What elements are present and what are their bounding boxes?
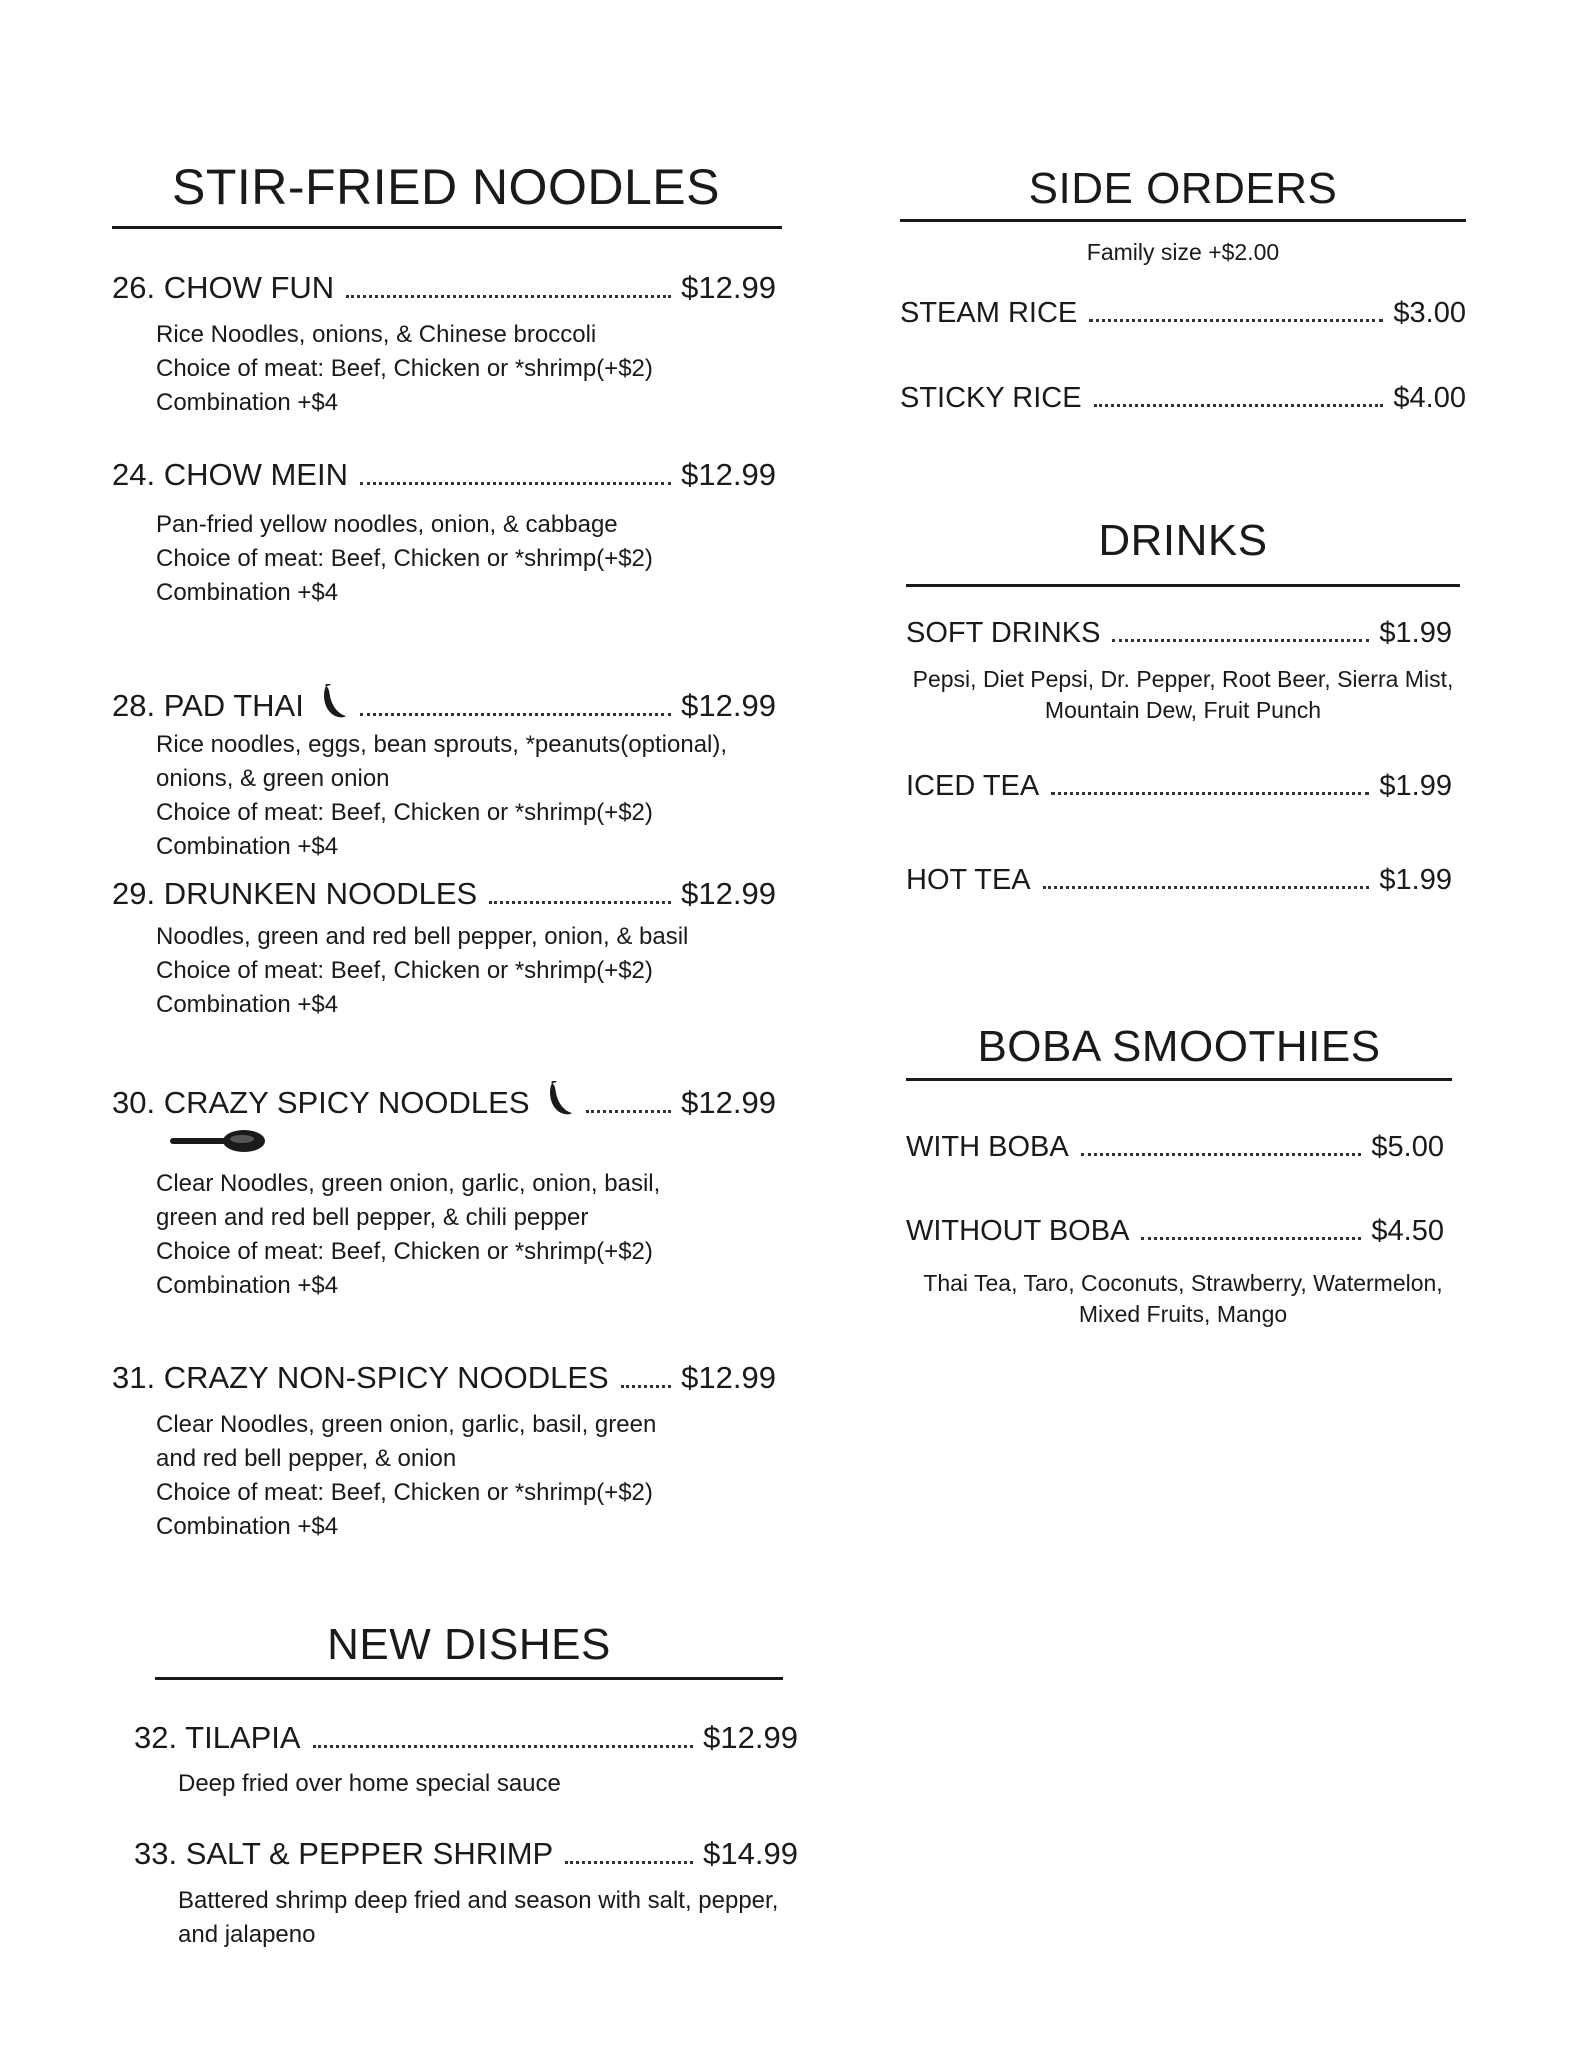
menu-item-soft-drinks [906,617,1452,650]
item-name: STICKY RICE [900,382,1082,414]
item-description [178,1767,561,1801]
desc-line: Choice of meat: Beef, Chicken or *shrimp(+$2) [156,1479,653,1506]
item-price: $1.99 [1379,864,1452,896]
menu-item-crazy-non-spicy-noodles [112,1360,776,1396]
section-heading-drinks: DRINKS [1098,516,1268,565]
leader-dots [565,1861,693,1864]
item-name: 28. PAD THAI [112,684,348,724]
desc-line: Combination +$4 [156,1513,339,1540]
item-price: $1.99 [1379,770,1452,802]
item-name: 29. DRUNKEN NOODLES [112,876,478,911]
item-name: HOT TEA [906,864,1031,896]
menu-item-tilapia [134,1720,798,1756]
leader-dots [621,1385,671,1388]
desc-line: Choice of meat: Beef, Chicken or *shrimp(+$2) [156,957,653,984]
item-description [156,728,727,864]
menu-item-hot-tea [906,864,1452,897]
note-line: Mountain Dew, Fruit Punch [1044,697,1322,723]
item-name: 31. CRAZY NON-SPICY NOODLES [112,1360,609,1395]
item-name: WITHOUT BOBA [906,1215,1130,1247]
leader-dots [1043,886,1370,889]
desc-line: Choice of meat: Beef, Chicken or *shrimp(+$2) [156,1238,653,1265]
item-description [156,1167,660,1303]
item-price: $12.99 [681,688,776,723]
desc-line: Combination +$4 [156,389,339,416]
section-divider [155,1677,783,1680]
item-name: STEAM RICE [900,297,1078,329]
desc-line: Combination +$4 [156,579,339,606]
item-price: $3.00 [1393,297,1466,329]
desc-line: and red bell pepper, & onion [156,1445,457,1472]
leader-dots [360,482,671,485]
item-price: $12.99 [681,270,776,305]
item-price: $12.99 [703,1720,798,1755]
desc-line: Battered shrimp deep fried and season with salt, pepper, [178,1887,779,1914]
item-price: $12.99 [681,457,776,492]
note-line: Thai Tea, Taro, Coconuts, Strawberry, Watermelon, [923,1270,1443,1296]
desc-line: Choice of meat: Beef, Chicken or *shrimp(+$2) [156,799,653,826]
menu-item-chow-mein [112,457,776,493]
desc-line: Clear Noodles, green onion, garlic, basil, green [156,1411,657,1438]
menu-item-salt-pepper-shrimp [134,1836,798,1872]
leader-dots [489,901,671,904]
menu-item-crazy-spicy-noodles [112,1081,776,1121]
desc-line: Noodles, green and red bell pepper, onion, & basil [156,923,689,950]
item-price: $4.00 [1393,382,1466,414]
item-description [156,318,653,420]
menu-item-chow-fun [112,270,776,306]
item-name: WITH BOBA [906,1131,1069,1163]
desc-line: green and red bell pepper, & chili pepper [156,1204,589,1231]
item-description [156,508,653,610]
desc-line: Rice Noodles, onions, & Chinese broccoli [156,321,597,348]
section-divider [906,1078,1452,1081]
note-line: Pepsi, Diet Pepsi, Dr. Pepper, Root Beer, Sierra Mist, [912,666,1454,692]
desc-line: Combination +$4 [156,991,339,1018]
leader-dots [313,1745,694,1748]
item-name: 33. SALT & PEPPER SHRIMP [134,1836,554,1871]
item-price: $12.99 [681,1360,776,1395]
menu-item-without-boba [906,1215,1444,1248]
leader-dots [586,1110,672,1113]
chili-pepper-icon [318,684,348,720]
leader-dots [1081,1153,1362,1156]
desc-line: onions, & green onion [156,765,390,792]
desc-line: and jalapeno [178,1921,316,1948]
desc-line: Pan-fried yellow noodles, onion, & cabbage [156,511,618,538]
item-price: $14.99 [703,1836,798,1871]
spoon-icon [170,1128,266,1154]
item-name: SOFT DRINKS [906,617,1101,649]
menu-item-sticky-rice [900,382,1466,415]
item-price: $4.50 [1371,1215,1444,1247]
boba-flavors [900,1268,1466,1330]
section-divider [906,584,1460,587]
desc-line: Clear Noodles, green onion, garlic, onion, basil, [156,1170,661,1197]
item-price: $12.99 [681,876,776,911]
section-heading-boba-smoothies: BOBA SMOOTHIES [977,1022,1381,1071]
desc-line: Combination +$4 [156,1272,339,1299]
menu-item-drunken-noodles [112,876,776,912]
leader-dots [346,295,671,298]
chili-pepper-icon [544,1081,574,1117]
section-heading-stir-fried-noodles: STIR-FRIED NOODLES [172,159,720,215]
section-divider [112,226,782,229]
family-size-note: Family size +$2.00 [1086,239,1280,265]
item-name: 32. TILAPIA [134,1720,301,1755]
leader-dots [1112,639,1369,642]
menu-item-steam-rice [900,297,1466,330]
desc-line: Deep fried over home special sauce [178,1770,561,1797]
item-description [156,1408,656,1544]
desc-line: Choice of meat: Beef, Chicken or *shrimp(+$2) [156,545,653,572]
item-name: 30. CRAZY SPICY NOODLES [112,1081,574,1121]
item-price: $1.99 [1379,617,1452,649]
section-heading-side-orders: SIDE ORDERS [1028,164,1338,213]
item-price: $12.99 [681,1085,776,1120]
menu-item-with-boba [906,1131,1444,1164]
menu-item-pad-thai [112,684,776,724]
item-description [156,920,688,1022]
item-name: 24. CHOW MEIN [112,457,348,492]
section-divider [900,219,1466,222]
item-description [178,1884,778,1952]
leader-dots [1051,792,1369,795]
leader-dots [1141,1237,1361,1240]
leader-dots [1094,404,1384,407]
note-line: Mixed Fruits, Mango [1078,1301,1288,1327]
section-heading-new-dishes: NEW DISHES [327,1620,611,1669]
leader-dots [1089,319,1383,322]
desc-line: Rice noodles, eggs, bean sprouts, *peanuts(optional), [156,731,728,758]
desc-line: Combination +$4 [156,833,339,860]
menu-item-iced-tea [906,770,1452,803]
soft-drinks-options [900,664,1466,726]
item-name: ICED TEA [906,770,1040,802]
item-price: $5.00 [1371,1131,1444,1163]
desc-line: Choice of meat: Beef, Chicken or *shrimp(+$2) [156,355,653,382]
leader-dots [360,713,671,716]
item-name: 26. CHOW FUN [112,270,335,305]
